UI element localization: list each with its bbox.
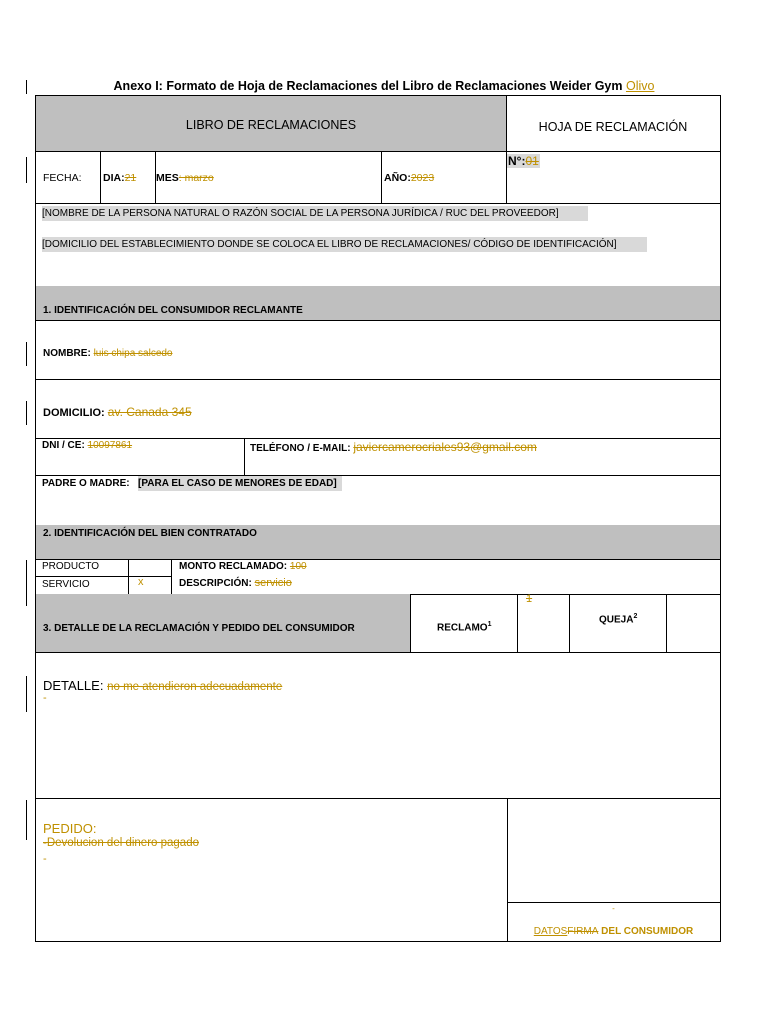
hoja-title: HOJA DE RECLAMACIÓN: [538, 120, 688, 134]
detalle-label: DETALLE:: [43, 678, 104, 693]
servicio-check-mark: x: [138, 576, 144, 588]
section3-heading-cell: [35, 594, 411, 653]
firma-firma: FIRMA: [567, 926, 599, 937]
queja-label: QUEJA: [599, 614, 634, 626]
section2-heading-cell: [35, 525, 721, 560]
reclamo-mark: 1: [526, 593, 533, 605]
firma-label-cell: [507, 902, 721, 942]
section3-heading: 3. DETALLE DE LA RECLAMACIÓN Y PEDIDO DEL CONSUMIDOR: [43, 623, 355, 634]
domicilio-value: av. Canada 345: [107, 405, 192, 419]
dni-value: 10097861: [87, 440, 133, 451]
change-bar: [26, 342, 27, 366]
detalle-field: [43, 678, 282, 693]
pedido-block: [35, 798, 508, 942]
anio-value: 2023: [410, 172, 435, 184]
firma-dot: -: [612, 904, 615, 913]
monto-value: 100: [289, 561, 307, 572]
section2-heading: 2. IDENTIFICACIÓN DEL BIEN CONTRATADO: [43, 528, 257, 539]
change-bar: [26, 157, 27, 183]
detalle-dash: -: [43, 692, 47, 704]
firma-datos: DATOS: [533, 926, 568, 937]
hoja-header-cell: [506, 95, 721, 152]
reclamo-footnote: 1: [487, 621, 492, 628]
anio-field: [384, 172, 434, 184]
title-accent: Olivo: [625, 79, 655, 93]
queja-footnote: 2: [633, 613, 638, 620]
numero-value: 01: [525, 154, 539, 168]
section1-heading-cell: [35, 286, 721, 321]
pedido-dash: -: [43, 853, 47, 865]
change-bar: [26, 401, 27, 425]
libro-header-cell: [35, 95, 507, 152]
change-bar: [26, 800, 27, 840]
reclamo-label-field: [437, 621, 491, 633]
padre-label: PADRE O MADRE:: [42, 478, 130, 489]
dni-label: DNI / CE:: [42, 440, 85, 451]
domicilio-label: DOMICILIO:: [43, 407, 105, 419]
firma-label: [507, 926, 720, 937]
fecha-row: [35, 151, 721, 204]
libro-title: LIBRO DE RECLAMACIONES: [185, 118, 357, 132]
monto-label: MONTO RECLAMADO:: [179, 561, 288, 572]
padre-text: [PARA EL CASO DE MENORES DE EDAD]: [138, 476, 342, 491]
domicilio-establecimiento-text: [DOMICILIO DEL ESTABLECIMIENTO DONDE SE COLOCA EL LIBRO DE RECLAMACIONES/ CÓDIGO DE IDENTIFICACIÓN]: [42, 237, 647, 252]
domicilio-row: [35, 379, 721, 439]
mes-value: : marzo: [178, 172, 214, 184]
reclamo-label: RECLAMO: [437, 622, 488, 634]
proveedor-text: [NOMBRE DE LA PERSONA NATURAL O RAZÓN SOCIAL DE LA PERSONA JURÍDICA / RUC DEL PROVEEDOR]: [42, 206, 588, 221]
telefono-label: TELÉFONO / E-MAIL:: [250, 443, 351, 454]
nombre-label: NOMBRE:: [43, 348, 91, 359]
pedido-value: -Devolucion del dinero pagado: [43, 837, 199, 849]
monto-field: [179, 561, 307, 572]
numero-label: N°:: [508, 154, 526, 168]
firma-rest: DEL CONSUMIDOR: [598, 926, 694, 937]
dni-field: [42, 440, 132, 451]
descripcion-value: servicio: [254, 577, 292, 589]
nombre-field: [43, 348, 173, 359]
nombre-value: luis chipa salcedo: [93, 348, 173, 359]
domicilio-field: [43, 405, 192, 419]
fecha-label: FECHA:: [43, 172, 82, 184]
dia-label: DIA:: [103, 172, 125, 184]
document-title: [0, 79, 768, 93]
title-text: Anexo I: Formato de Hoja de Reclamaciones del Libro de Reclamaciones Weider Gym: [113, 79, 623, 93]
producto-label: PRODUCTO: [42, 561, 100, 572]
telefono-field: [250, 440, 537, 454]
detalle-value: no me atendieron adecuadamente: [107, 681, 283, 693]
dia-value: 21: [124, 172, 137, 184]
pedido-label: PEDIDO:: [43, 821, 97, 836]
change-bar: [26, 560, 27, 606]
queja-label-field: [599, 613, 637, 625]
section1-heading: 1. IDENTIFICACIÓN DEL CONSUMIDOR RECLAMANTE: [43, 305, 303, 316]
mes-field: [156, 172, 214, 184]
numero-field: [507, 154, 540, 168]
detalle-block: [35, 652, 721, 799]
servicio-label: SERVICIO: [42, 579, 90, 590]
change-bar: [26, 676, 27, 712]
anio-label: AÑO:: [384, 172, 411, 184]
nombre-row: [35, 320, 721, 380]
dia-field: [103, 172, 136, 184]
mes-label: MES: [156, 172, 179, 184]
firma-space: [507, 798, 721, 903]
descripcion-label: DESCRIPCIÓN:: [179, 578, 252, 589]
descripcion-field: [179, 577, 292, 589]
telefono-value: javiercamerocriales93@gmail.com: [353, 440, 537, 454]
